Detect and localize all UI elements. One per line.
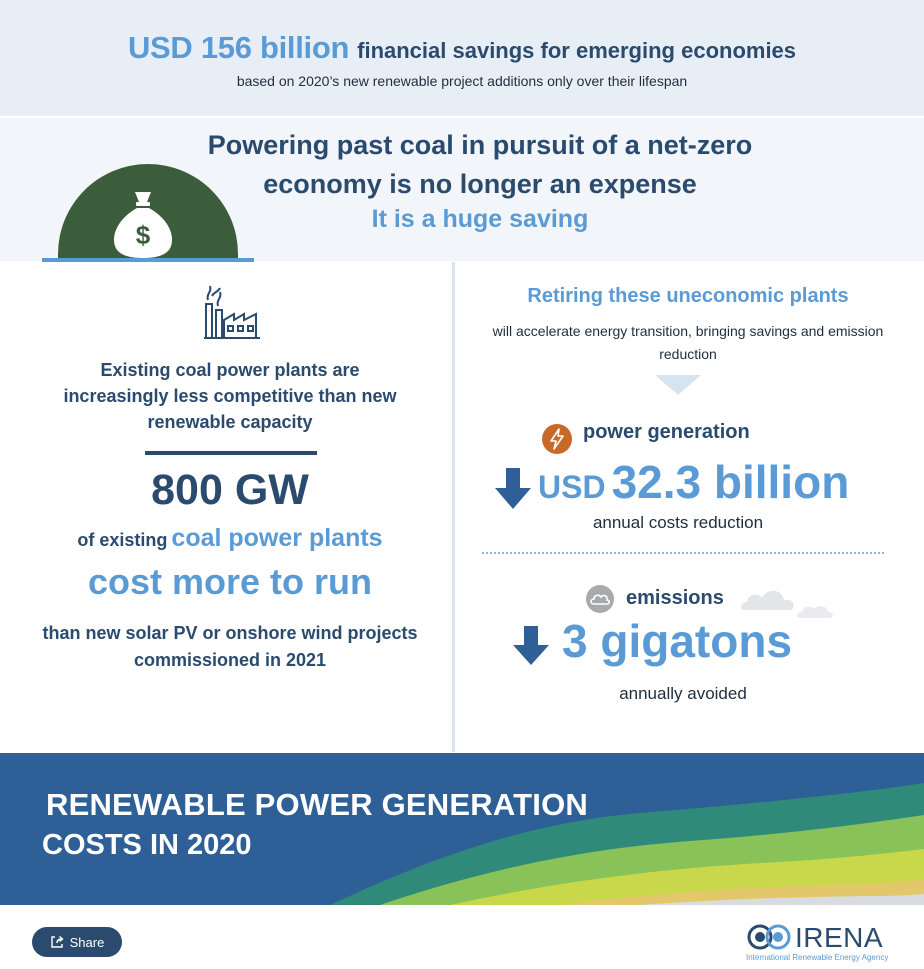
intro-title-line2: economy is no longer an expense	[263, 169, 697, 199]
comparison-text: than new solar PV or onshore wind projects commissioned in 2021	[42, 623, 418, 670]
headline-text: financial savings for emerging economies	[357, 38, 797, 63]
retiring-heading: Retiring these uneconomic plants	[527, 285, 849, 307]
power-savings	[538, 455, 849, 509]
column-divider	[452, 262, 455, 752]
arrow-down-icon	[494, 468, 532, 510]
irena-wordmark: IRENA	[795, 922, 884, 953]
lightning-icon	[542, 424, 572, 454]
bag-symbol: $	[135, 220, 151, 250]
power-savings-caption: annual costs reduction	[592, 513, 764, 532]
power-savings-value: 32.3 billion	[611, 456, 850, 508]
coal-capacity-value: 800 GW	[151, 466, 309, 514]
cloud-icon	[586, 585, 614, 613]
headline-amount: USD 156 billion	[127, 30, 350, 65]
dotted-separator	[482, 552, 884, 554]
banner-title-line1: RENEWABLE POWER GENERATION	[46, 787, 588, 822]
of-existing-text: of existing	[77, 530, 168, 550]
emissions-caption: annually avoided	[619, 684, 747, 703]
emissions-value: 3 gigatons	[562, 615, 793, 667]
intro-subtitle: It is a huge saving	[371, 205, 589, 233]
irena-tagline: International Renewable Energy Agency	[746, 953, 889, 962]
headline-subtext: based on 2020’s new renewable project additions only over their lifespan	[236, 73, 688, 89]
power-generation-label: power generation	[583, 421, 750, 443]
headline	[0, 30, 924, 66]
intro-title-line1: Powering past coal in pursuit of a net-zero	[207, 130, 753, 160]
retiring-subheading: will accelerate energy transition, bringing savings and emission reduction	[492, 323, 884, 362]
factory-icon	[200, 282, 264, 340]
share-button[interactable]	[32, 927, 122, 957]
power-currency: USD	[538, 469, 606, 505]
cost-more-text: cost more to run	[87, 561, 373, 602]
banner-title-line2: COSTS IN 2020	[42, 829, 252, 861]
dome-underline	[42, 258, 254, 262]
down-triangle-icon	[655, 375, 701, 395]
emissions-label: emissions	[626, 587, 724, 609]
coal-competitiveness-text: Existing coal power plants are increasingly less competitive than new renewable capacity	[63, 360, 397, 432]
separator-bar	[145, 451, 317, 455]
share-button-label: Share	[69, 934, 105, 950]
coal-plants-text: coal power plants	[171, 524, 383, 552]
coal-plants-line	[40, 524, 420, 553]
share-icon	[50, 935, 64, 949]
arrow-down-icon	[512, 626, 550, 666]
